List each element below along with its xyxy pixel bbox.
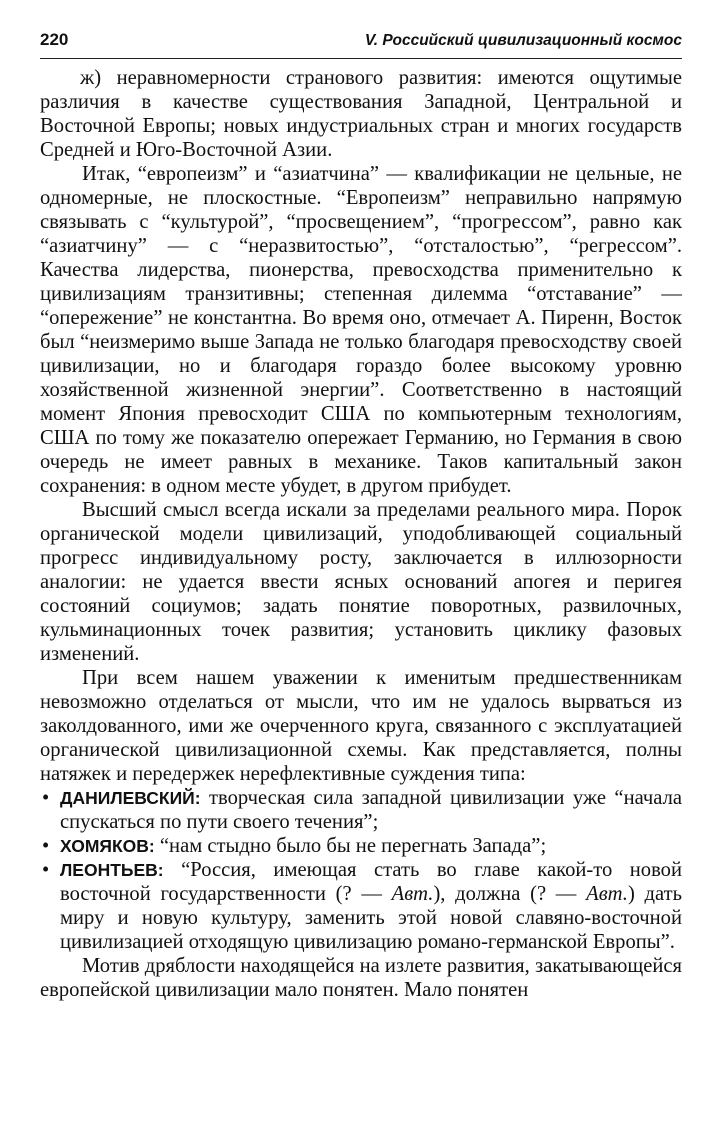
quote-text-part: ) дать миру и новую культуру, заменить этой новой славяно-восточной цивилизацией отходящую цивилизацию романо-германской Европы”.: [60, 883, 682, 953]
paragraph-1: ж) неравномерности странового развития: имеются ощутимые различия в качестве существования Западной, Центральной и Восточной Европы; новых индустриальных стран и многих государств Средней и Юго-Восточной Азии.: [40, 67, 682, 161]
body-text: [40, 66, 682, 1002]
book-page: [40, 30, 682, 1002]
paragraph-2: Итак, “европеизм” и “азиатчина” — квалификации не цельные, не одномерные, не плоскостные. “Европеизм” неправильно напрямую связывать с “культурой”, “просвещением”, “прогрессом”, равно как “азиатчину” — с “неразвитостью”, “отсталостью”, “регрессом”. Качества лидерства, пионерства, превосходства применительно к цивилизациям транзитивны; степенная дилемма “отставание” — “опережение” не константна. Во время оно, отмечает А. Пиренн, Восток был “неизмеримо выше Запада не только благодаря превосходству своей цивилизации, но и благодаря гораздо более высокому уровню хозяйственной жизненной энергии”. Соответственно в настоящий момент Япония превосходит США по компьютерным технологиям, США по тому же показателю опережает Германию, но Германия в свою очередь не имеет равных в механике. Таков капитальный закон сохранения: в одном месте убудет, в другом прибудет.: [40, 163, 682, 497]
quote-text-part: ), должна (? —: [433, 883, 587, 905]
paragraph-4: При всем нашем уважении к именитым предшественникам невозможно отделаться от мысли, что им не удалось вырваться из заколдованного, ими же очерченного круга, связанного с эксплуатацией органической цивилизационной схемы. Как представляется, полны натяжек и передержек нерефлективные суждения типа:: [40, 667, 682, 785]
author-name: ДАНИЛЕВСКИЙ:: [60, 788, 201, 808]
author-note-abbr: Авт.: [391, 883, 434, 905]
author-note-abbr: Авт.: [586, 883, 628, 905]
quote-text-part: “Россия, имеющая стать во главе какой-то новой восточной государственности (? —: [60, 859, 682, 905]
running-header: [40, 30, 682, 59]
paragraph-5: Мотив дряблости находящейся на излете развития, закатывающейся европейской цивилизации мало понятен. Мало понятен: [40, 955, 682, 1001]
quote-text: “нам стыдно было бы не перегнать Запада”;: [159, 835, 547, 857]
running-title: V. Российский цивилизационный космос: [364, 32, 682, 49]
quote-text: творческая сила западной цивилизации уже “начала спускаться по пути своего течения”;: [60, 787, 682, 833]
page-number: 220: [40, 30, 69, 49]
paragraph-3: Высший смысл всегда искали за пределами реального мира. Порок органической модели цивилизаций, уподобливающей социальный прогресс индивидуальному росту, заключается в иллюзорности аналогии: не удается ввести ясных оснований апогея и перигея состояний социумов; задать понятие поворотных, развилочных, кульминационных точек развития; установить циклику фазовых изменений.: [40, 499, 682, 665]
list-item-leontiev: [40, 858, 682, 954]
list-item-danilevsky: [40, 786, 682, 834]
quote-list: [40, 786, 682, 954]
author-name: ХОМЯКОВ:: [60, 836, 155, 856]
list-item-khomyakov: [40, 834, 682, 858]
author-name: ЛЕОНТЬЕВ:: [60, 860, 164, 880]
